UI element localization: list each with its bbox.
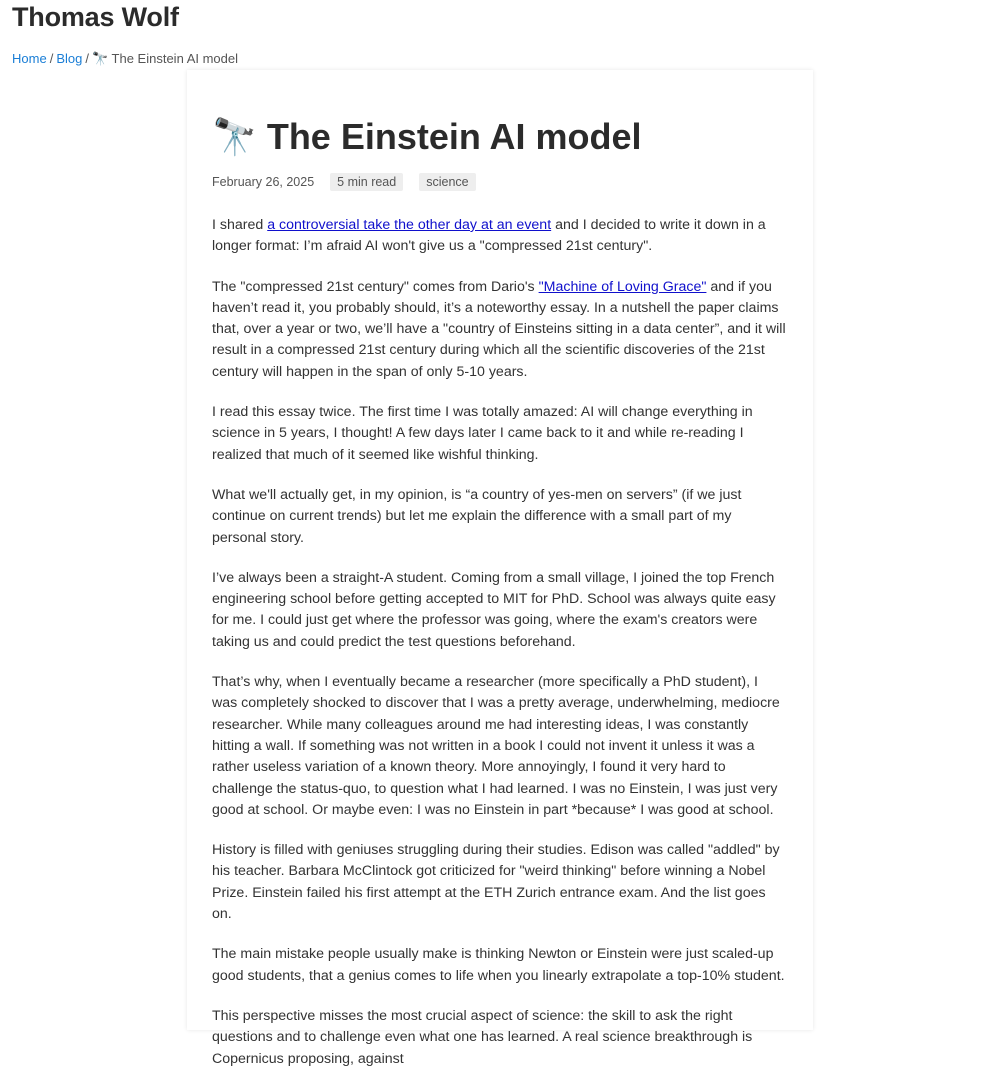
article-card (187, 70, 813, 1067)
publish-date: February 26, 2025 (212, 175, 315, 189)
paragraph (212, 215, 787, 258)
paragraph: I read this essay twice. The first time I was totally amazed: AI will change everything in science in 5 years, I thought! A few days later I came back to it and while re-reading I realized that much of it seemed like wishful thinking. (212, 404, 753, 463)
paragraph: I’ve always been a straight-A student. Coming from a small village, I joined the top French engineering school before getting accepted to MIT for PhD. School was always quite easy for me. I could just get where the professor was going, where the exam's creators were taking us and could predict the test questions beforehand. (212, 569, 776, 650)
paragraph-text: and I decided to write it down in a longer format: I’m afraid AI won't give us a "compressed 21st century". (212, 217, 766, 255)
breadcrumb-blog-link[interactable]: Blog (56, 51, 83, 66)
paragraph-text: I shared (212, 217, 268, 233)
article-meta (212, 172, 787, 192)
paragraph-text: and if you haven’t read it, you probably should, it’s a noteworthy essay. In a nutshell the paper claims that, over a year or two, we’ll have a "country of Einsteins sitting in a data center”, and it will result in a compressed 21st century during which all the scientific discoveries of the 21st century will happen in the span of only 5-10 years. (212, 278, 786, 380)
article-body (212, 215, 787, 1070)
paragraph: The main mistake people usually make is thinking Newton or Einstein were just scaled-up good students, that a genius comes to life when you linearly extrapolate a top-10% student. (212, 946, 785, 984)
breadcrumb-current: 🔭 The Einstein AI model (91, 51, 238, 66)
breadcrumb (12, 51, 238, 67)
article-title: 🔭 The Einstein AI model (212, 116, 642, 157)
paragraph: History is filled with geniuses struggling during their studies. Edison was called "addled" by his teacher. Barbara McClintock got criticized for "weird thinking" before winning a Nobel Prize. Einstein failed his first attempt at the ETH Zurich entrance exam. And the list goes on. (212, 842, 780, 923)
paragraph (212, 277, 787, 383)
paragraph: That’s why, when I eventually became a researcher (more specifically a PhD student), I was completely shocked to discover that I was a pretty average, underwhelming, mediocre researcher. While many colleagues around me had interesting ideas, I was constantly hitting a wall. If something was not written in a book I could not invent it unless it was a rather useless variation of a known theory. More annoyingly, I found it very hard to challenge the status-quo, to question what I had learned. I was no Einstein, I was just very good at school. Or maybe even: I was no Einstein in part *because* I was good at school. (212, 674, 780, 818)
read-time-badge: 5 min read (330, 173, 403, 191)
paragraph: This perspective misses the most crucial aspect of science: the skill to ask the right questions and to challenge even what one has learned. A real science breakthrough is Copernicus proposing, against (212, 1007, 753, 1067)
paragraph-text: The "compressed 21st century" comes from Dario's (212, 278, 539, 295)
breadcrumb-separator: / (85, 51, 89, 66)
event-link[interactable]: a controversial take the other day at an event (267, 217, 552, 233)
breadcrumb-home-link[interactable]: Home (12, 51, 47, 66)
category-tag[interactable]: science (419, 173, 475, 191)
site-title[interactable]: Thomas Wolf (12, 2, 179, 32)
paragraph: What we'll actually get, in my opinion, is “a country of yes-men on servers” (if we just continue on current trends) but let me explain the difference with a small part of my personal story. (212, 486, 742, 546)
breadcrumb-separator: / (49, 51, 54, 66)
essay-link[interactable]: "Machine of Loving Grace" (538, 278, 707, 295)
